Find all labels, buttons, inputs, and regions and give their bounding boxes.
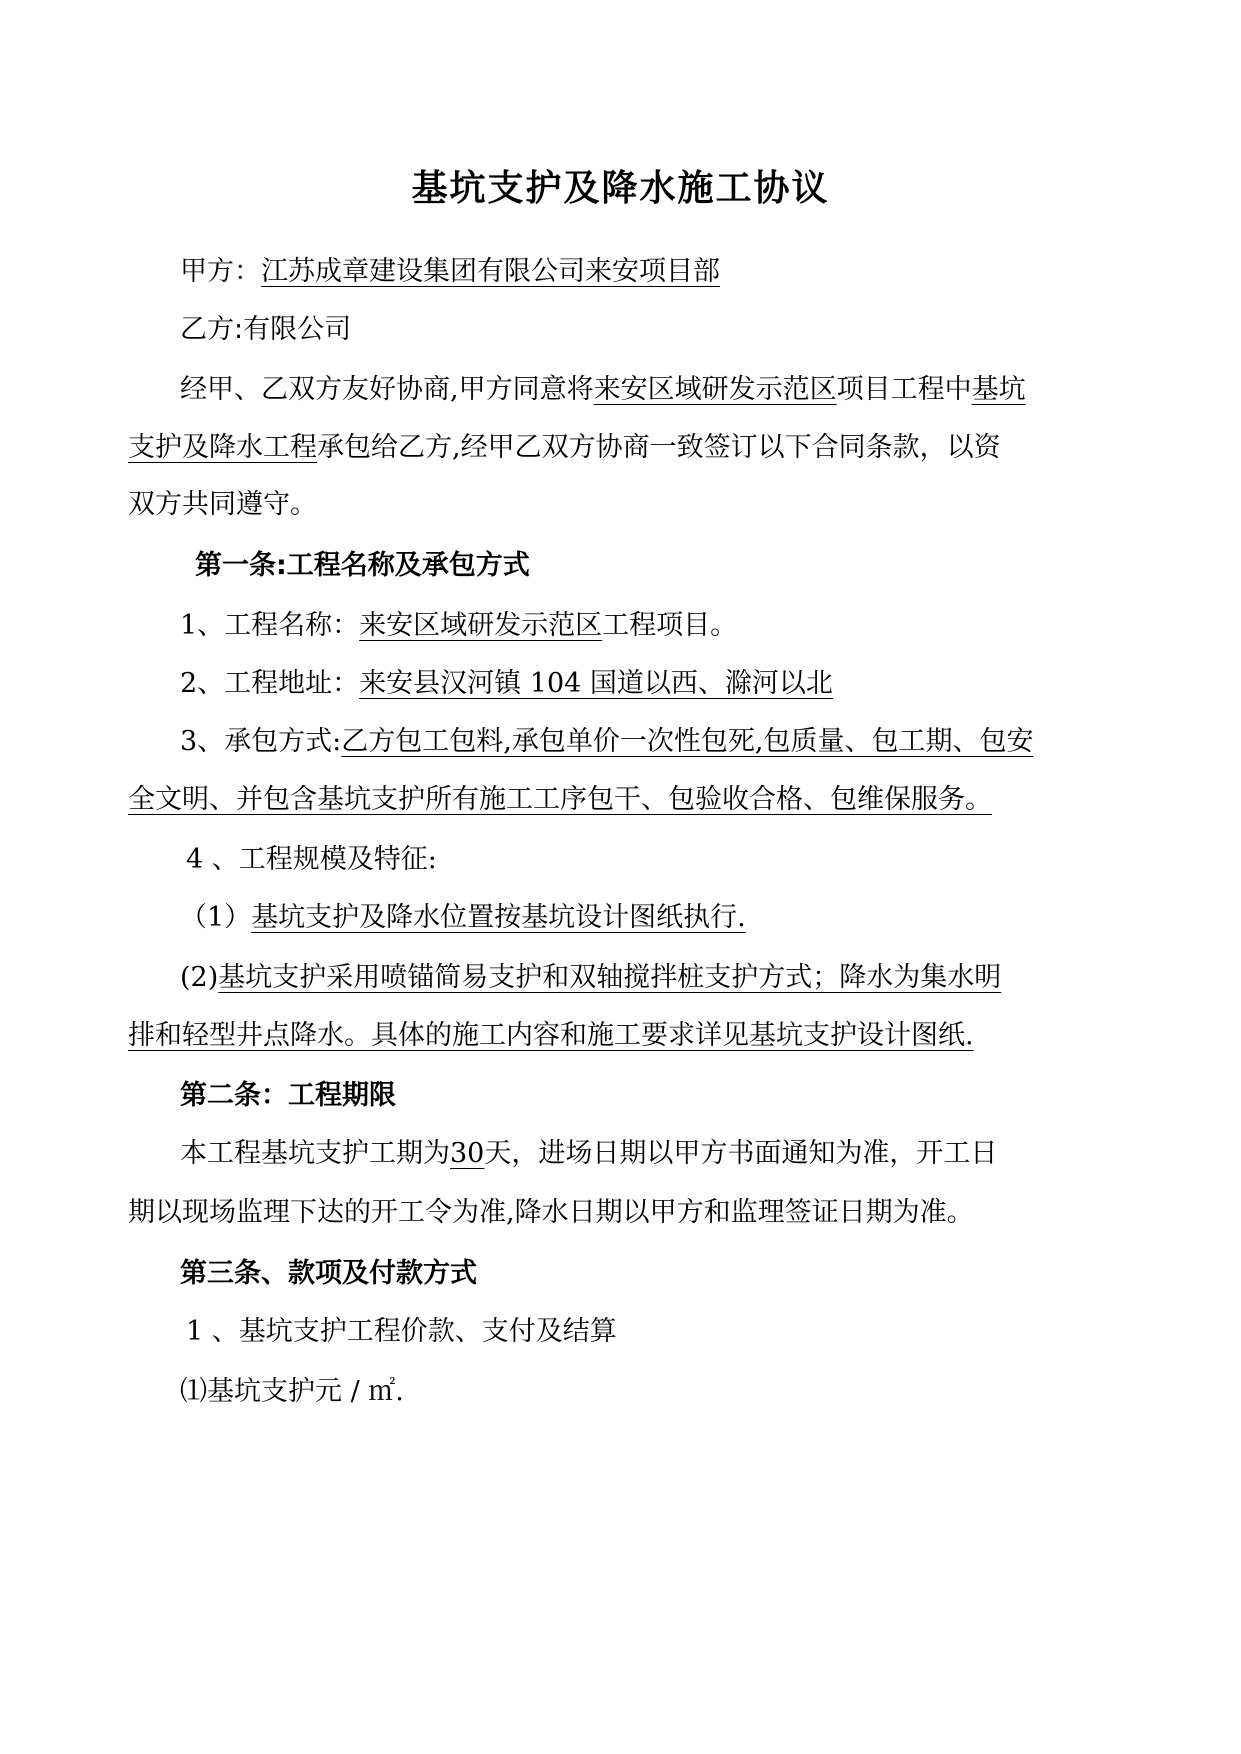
article-1-item-4: 4 、工程规模及特征:: [186, 844, 437, 875]
party-a-label: 甲方：: [180, 256, 261, 287]
intro-text: 项目工程中: [836, 374, 972, 405]
item-label: 3、承包方式:: [180, 726, 342, 757]
article-2-heading: 第二条：工程期限: [180, 1080, 396, 1111]
item-text: 工程项目。: [602, 610, 738, 641]
party-b-value: 有限公司: [243, 314, 352, 345]
intro-line-1: [180, 370, 1026, 410]
intro-text: 经甲、乙双方友好协商,甲方同意将: [180, 374, 594, 405]
item-label: 2、工程地址：: [180, 668, 360, 699]
project-name: 来安区域研发示范区: [593, 374, 837, 405]
sub-label: (2): [180, 962, 219, 993]
project-address: 来安县汉河镇 104 国道以西、滁河以北: [359, 668, 833, 699]
sub-text: 基坑支护采用喷锚简易支护和双轴搅拌桩支护方式；降水为集水明: [218, 962, 1002, 993]
article-1-sub-1: [180, 898, 1140, 938]
sub-label: （1）: [180, 902, 252, 933]
article-3-heading: 第三条、款项及付款方式: [180, 1258, 477, 1289]
term-text: 天，进场日期以甲方书面通知为准，开工日: [484, 1138, 998, 1169]
article-1-item-3: [180, 722, 1034, 762]
intro-text: 承包给乙方,经甲乙双方协商一致签订以下合同条款，以资: [317, 432, 1001, 463]
contract-mode: 全文明、并包含基坑支护所有施工工序包干、包验收合格、包维保服务。: [128, 784, 992, 815]
project-name: 来安区域研发示范区: [359, 610, 603, 641]
document-title: 基坑支护及降水施工协议: [411, 168, 830, 209]
sub-text: 排和轻型井点降水。具体的施工内容和施工要求详见基坑支护设计图纸.: [128, 1020, 974, 1051]
article-3-item-1: 1 、基坑支护工程价款、支付及结算: [186, 1316, 617, 1347]
party-a-value: 江苏成章建设集团有限公司来安项目部: [261, 256, 720, 287]
article-1-sub-2: [180, 958, 1002, 998]
contract-mode: 乙方包工包料,承包单价一次性包死,包质量、包工期、包安: [341, 726, 1034, 757]
scope-text: 支护及降水工程: [128, 432, 317, 463]
term-text: 本工程基坑支护工期为: [180, 1138, 450, 1169]
item-label: 1、工程名称：: [180, 610, 360, 641]
article-2-line-1: [180, 1134, 998, 1174]
article-3-sub-1: ⑴基坑支护元 / ㎡.: [180, 1376, 404, 1407]
scope-text: 基坑: [971, 374, 1026, 405]
article-1-item-1: [180, 606, 1140, 646]
article-1-item-2: [180, 664, 1140, 704]
party-b-colon: :: [234, 314, 244, 345]
party-a-line: [180, 252, 1140, 292]
article-1-item-3-cont: [128, 780, 1088, 820]
duration-days: 30: [450, 1138, 485, 1169]
article-1-heading: 第一条:工程名称及承包方式: [195, 550, 530, 581]
party-b-label: 乙方: [180, 314, 234, 345]
intro-line-3: 双方共同遵守。: [128, 489, 317, 520]
sub-text: 基坑支护及降水位置按基坑设计图纸执行.: [251, 902, 746, 933]
article-2-line-2: 期以现场监理下达的开工令为准,降水日期以甲方和监理签证日期为准。: [128, 1197, 974, 1228]
article-1-sub-2-cont: [128, 1016, 1088, 1056]
party-b-line: [180, 310, 1140, 350]
intro-line-2: [128, 428, 1001, 468]
